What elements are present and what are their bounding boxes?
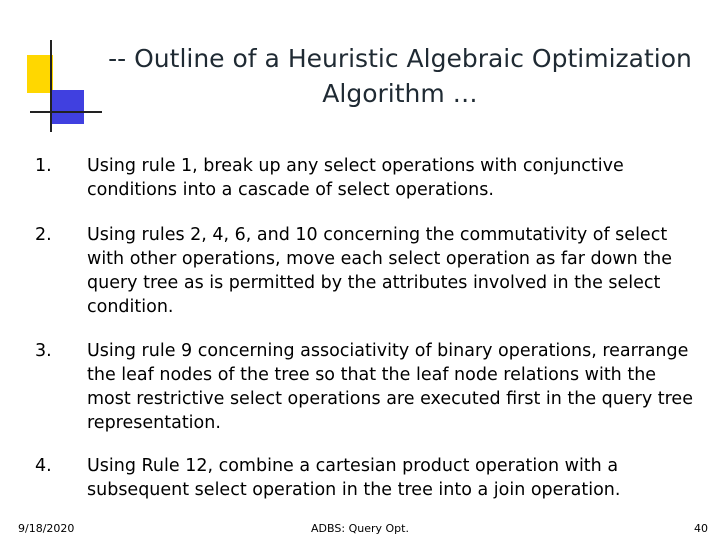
slide-title-line2: Algorithm … [322,79,478,108]
list-item-number: 1. [35,156,52,176]
footer-date: 9/18/2020 [18,522,75,535]
list-item-number: 3. [35,341,52,361]
footer-title: ADBS: Query Opt. [311,522,409,535]
decorative-vertical-line [50,40,52,132]
list-item-number: 4. [35,456,52,476]
slide-title [100,41,700,111]
slide-title-line1: -- Outline of a Heuristic Algebraic Optimization [108,44,692,73]
decorative-horizontal-line [30,111,102,113]
list-item-text: Using rule 1, break up any select operations with conjunctive conditions into a cascade of select operations. [87,156,624,200]
decorative-blue-square [52,90,84,124]
list-item-text: Using Rule 12, combine a cartesian product operation with a subsequent select operation in the tree into a join operation. [87,456,621,500]
list-item-number: 2. [35,225,52,245]
page-number: 40 [694,522,708,535]
list-item-text: Using rules 2, 4, 6, and 10 concerning the commutativity of select with other operations, move each select operation as far down the query tree as is permitted by the attributes involved in the select condition. [87,225,673,317]
list-item-text: Using rule 9 concerning associativity of binary operations, rearrange the leaf nodes of the tree so that the leaf node relations with the most restrictive select operations are executed first in the query tree representation. [87,341,693,433]
